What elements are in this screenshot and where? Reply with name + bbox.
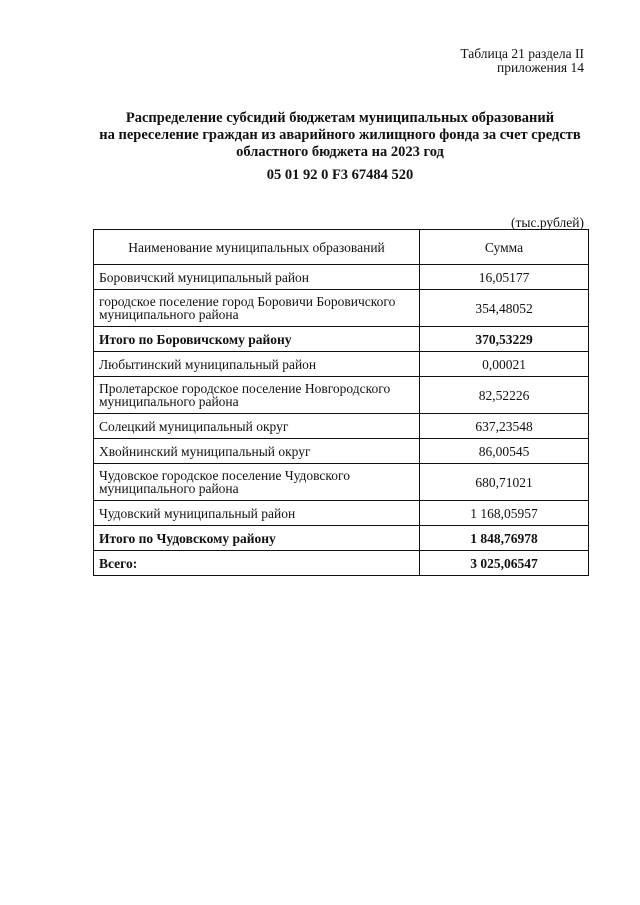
header-sum: Сумма: [420, 230, 589, 265]
row-name: Хвойнинский муниципальный округ: [94, 439, 420, 464]
row-name: Чудовское городское поселение Чудовского муниципального района: [94, 464, 420, 501]
row-sum: 370,53229: [420, 327, 589, 352]
row-sum: 354,48052: [420, 290, 589, 327]
table-row: [94, 377, 589, 414]
table-row: [94, 290, 589, 327]
row-sum: 1 848,76978: [420, 526, 589, 551]
reference-line-1: Таблица 21 раздела II: [460, 46, 584, 61]
table-row: [94, 464, 589, 501]
title-line-2: на переселение граждан из аварийного жилищного фонда за счет средств: [99, 127, 581, 143]
row-name: Боровичский муниципальный район: [94, 265, 420, 290]
row-sum: 637,23548: [420, 414, 589, 439]
title-line-3: областного бюджета на 2023 год: [236, 144, 444, 160]
budget-code: 05 01 92 0 F3 67484 520: [266, 167, 414, 183]
row-sum: 3 025,06547: [420, 551, 589, 576]
table-row: [94, 265, 589, 290]
table-header-row: [94, 230, 589, 265]
subsidy-table: [93, 229, 589, 576]
table-row: [94, 352, 589, 377]
row-sum: 16,05177: [420, 265, 589, 290]
row-name: Итого по Чудовскому району: [94, 526, 420, 551]
title-line-1: Распределение субсидий бюджетам муниципальных образований: [125, 110, 555, 126]
row-name: Солецкий муниципальный округ: [94, 414, 420, 439]
row-sum: 680,71021: [420, 464, 589, 501]
grand-total-row: [94, 551, 589, 576]
table-row: [94, 414, 589, 439]
units-label: (тыс.рублей): [511, 215, 584, 230]
table-row: [94, 501, 589, 526]
row-sum: 0,00021: [420, 352, 589, 377]
table-reference: [460, 47, 584, 75]
row-name: Пролетарское городское поселение Новгородского муниципального района: [94, 377, 420, 414]
subtotal-row: [94, 327, 589, 352]
row-name: Чудовский муниципальный район: [94, 501, 420, 526]
row-sum: 82,52226: [420, 377, 589, 414]
row-name: Итого по Боровичскому району: [94, 327, 420, 352]
row-sum: 86,00545: [420, 439, 589, 464]
table-row: [94, 439, 589, 464]
header-name: Наименование муниципальных образований: [94, 230, 420, 265]
row-name: Всего:: [94, 551, 420, 576]
document-title: [60, 110, 620, 161]
row-sum: 1 168,05957: [420, 501, 589, 526]
row-name: Любытинский муниципальный район: [94, 352, 420, 377]
row-name: городское поселение город Боровичи Боровичского муниципального района: [94, 290, 420, 327]
reference-line-2: приложения 14: [496, 60, 584, 75]
subtotal-row: [94, 526, 589, 551]
